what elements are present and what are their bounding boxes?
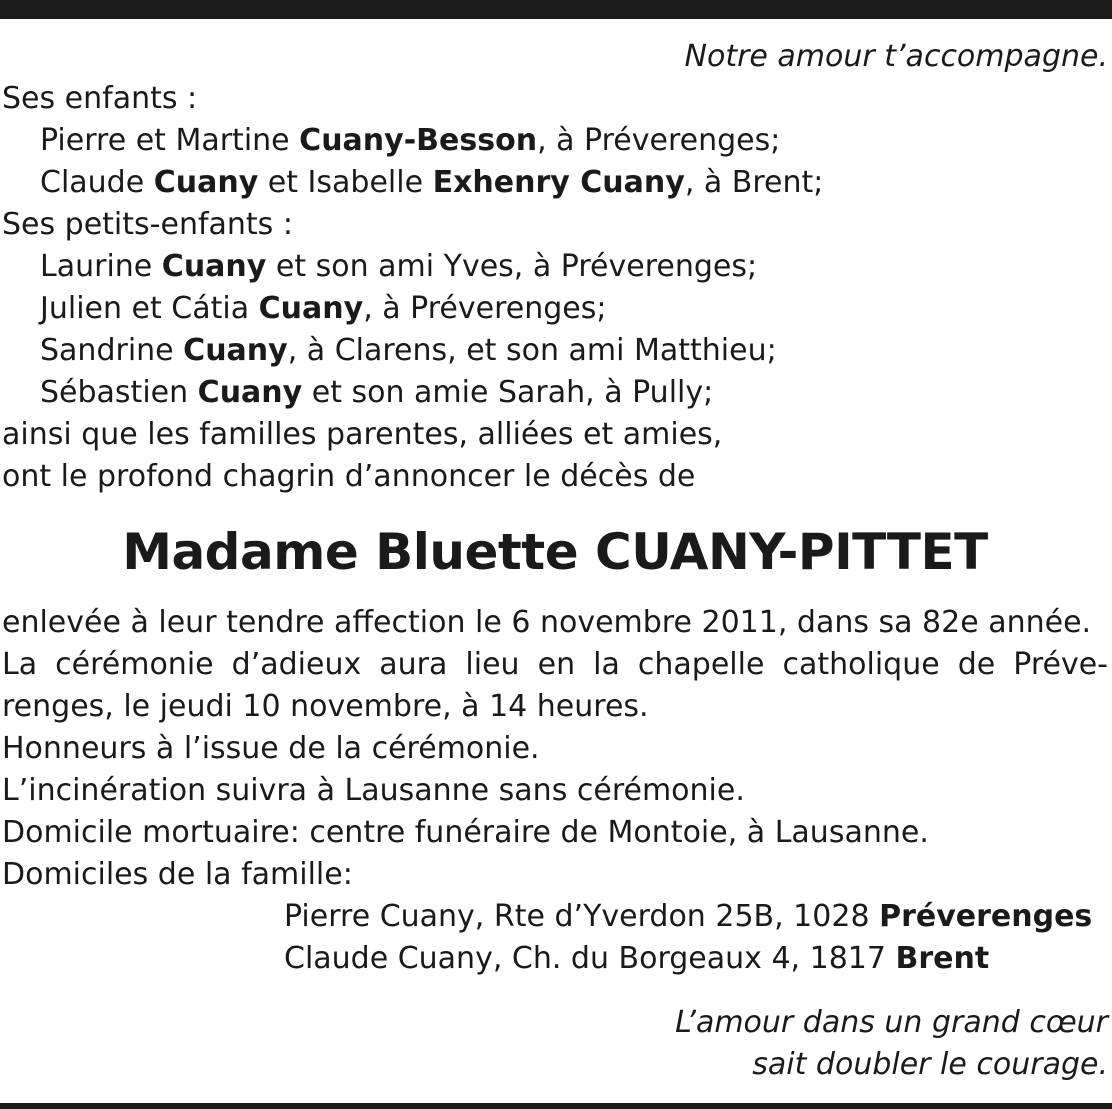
child-entry-text: Claude [40,165,154,200]
child-entry-text: Pierre et Martine [40,123,300,158]
grandchild-entry-text: , à Clarens, et son ami Matthieu; [287,333,777,368]
announce-line: ont le profond chagrin d’annoncer le décès de [2,459,696,494]
grandchildren-heading: Ses petits-enfants : [2,207,293,242]
honors-line: Honneurs à l’issue de la cérémonie. [2,731,540,766]
grandchild-entry [2,372,1108,414]
child-entry [2,162,1108,204]
grandchild-entry-text: et son amie Sarah, à Pully; [302,375,714,410]
family-address-city: Brent [895,941,990,976]
child-entry [2,120,1108,162]
grandchild-entry [2,288,1108,330]
grandchild-entry-surname: Cuany [183,333,288,368]
ceremony-line: renges, le jeudi 10 novembre, à 14 heures. [2,689,649,724]
family-address-text: Claude Cuany, Ch. du Borgeaux 4, 1817 [284,941,896,976]
motto-top: Notre amour t’accompagne. [684,39,1108,74]
ceremony-line: La cérémonie d’adieux aura lieu en la chapelle catholique de Préve- [2,647,1108,682]
obituary-notice [2,36,1108,1086]
family-address [2,896,1108,938]
cremation-line: L’incinération suivra à Lausanne sans cérémonie. [2,773,745,808]
grandchild-entry-surname: Cuany [258,291,364,326]
grandchild-entry-text: , à Préverenges; [363,291,607,326]
grandchild-entry-text: et son ami Yves, à Préverenges; [266,249,758,284]
family-address-city: Préverenges [879,899,1093,934]
child-entry-text: , à Brent; [684,165,824,200]
grandchild-entry [2,330,1108,372]
child-entry-surname: Cuany-Besson [299,123,538,158]
motto-bottom-line2: sait doubler le courage. [752,1047,1108,1082]
grandchild-entry-text: Sandrine [40,333,184,368]
grandchild-entry-text: Julien et Cátia [40,291,259,326]
motto-bottom-line1: L’amour dans un grand cœur [675,1005,1108,1040]
grandchild-entry-text: Sébastien [40,375,198,410]
death-line: enlevée à leur tendre affection le 6 novembre 2011, dans sa 82e année. [2,605,1092,640]
mortuary-line: Domicile mortuaire: centre funéraire de Montoie, à Lausanne. [2,815,929,850]
grandchild-entry [2,246,1108,288]
grandchild-entry-surname: Cuany [197,375,303,410]
grandchild-entry-surname: Cuany [161,249,267,284]
family-address [2,938,1108,980]
child-entry-text: , à Préverenges; [537,123,781,158]
child-entry-text: et Isabelle [258,165,433,200]
family-domiciles-heading: Domiciles de la famille: [2,857,353,892]
child-entry-surname: Exhenry Cuany [432,165,685,200]
grandchild-entry-text: Laurine [40,249,162,284]
top-rule [0,0,1112,19]
children-heading: Ses enfants : [2,81,198,116]
deceased-name: Madame Bluette CUANY-PITTET [122,523,988,581]
bottom-rule [0,1103,1112,1109]
family-address-text: Pierre Cuany, Rte d’Yverdon 25B, 1028 [284,899,880,934]
families-line: ainsi que les familles parentes, alliées et amies, [2,417,723,452]
child-entry-surname: Cuany [153,165,259,200]
